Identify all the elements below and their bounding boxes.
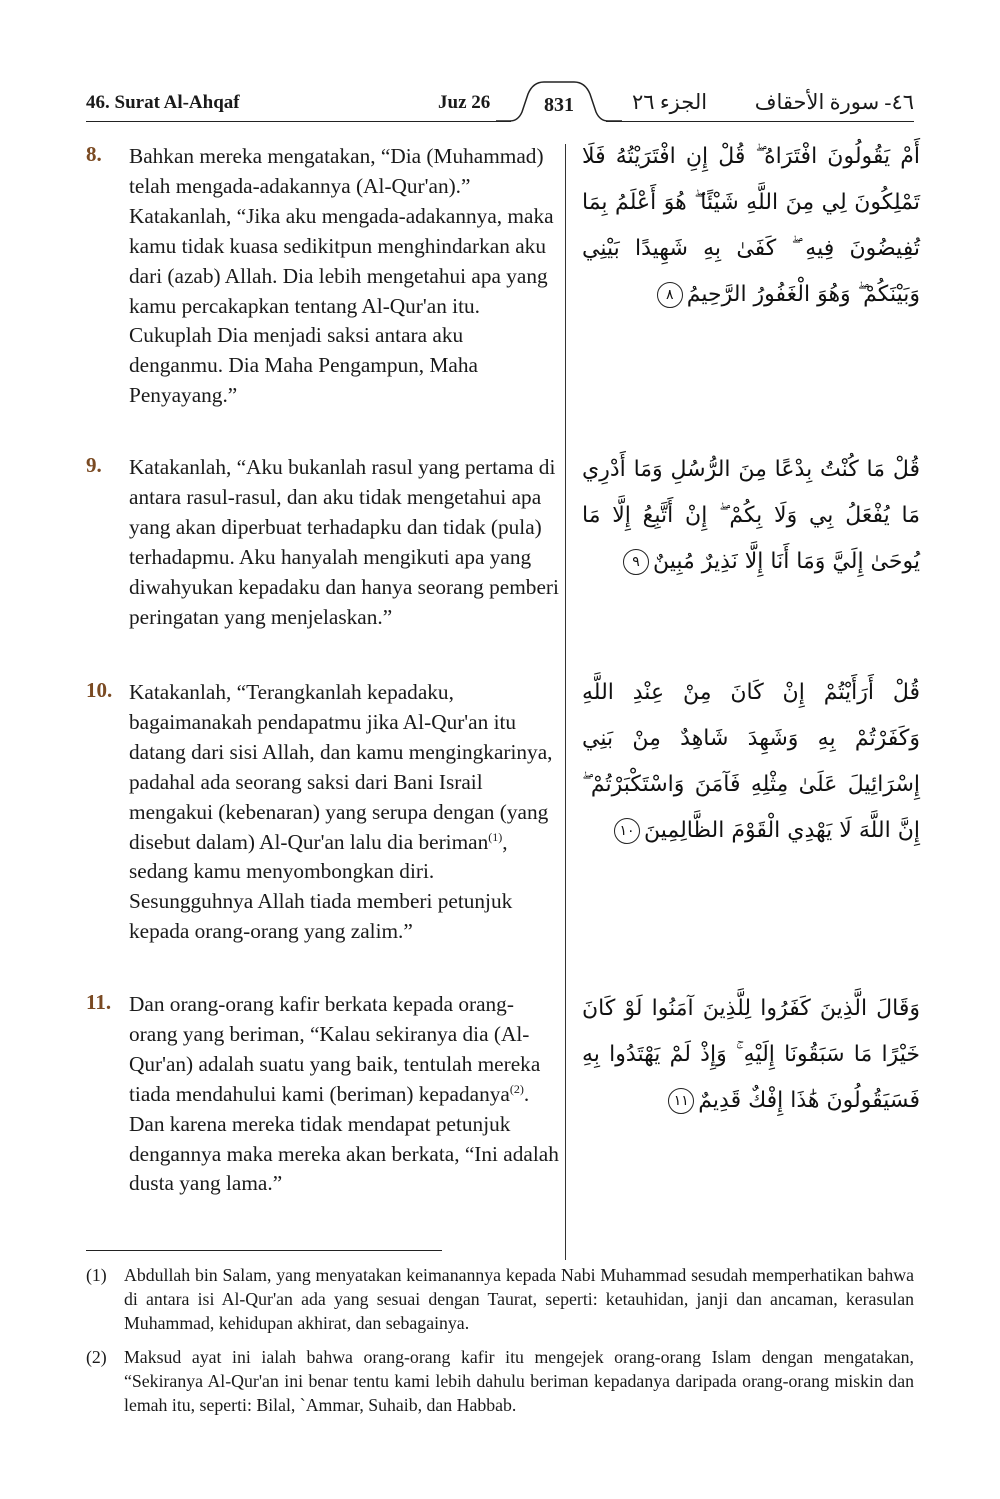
arabic-surah-title: ٤٦- سورة الأحقاف [754,90,914,114]
arabic-verse-9 [582,447,920,585]
header-rule-left [86,121,511,122]
page-header [86,88,914,122]
arabic-text: أَمْ يَقُولُونَ افْتَرَاهُ ۖ قُلْ إِنِ افْتَرَيْتُهُ فَلَا تَمْلِكُونَ لِي مِنَ اللَّهِ شَيْئًا ۖ هُوَ أَعْلَمُ بِمَا تُفِيضُونَ فِيهِ ۖ كَفَىٰ بِهِ شَهِيدًا بَيْنِي وَبَيْنَكُمْ ۖ وَهُوَ الْغَفُورُ الرَّحِيمُ [582,144,920,307]
arabic-text: قُلْ أَرَأَيْتُمْ إِنْ كَانَ مِنْ عِنْدِ اللَّهِ وَكَفَرْتُمْ بِهِ وَشَهِدَ شَاهِدٌ مِنْ بَنِي إِسْرَائِيلَ عَلَىٰ مِثْلِهِ فَآمَنَ وَاسْتَكْبَرْتُمْ ۖ إِنَّ اللَّهَ لَا يَهْدِي الْقَوْمَ الظَّالِمِينَ [582,680,920,843]
footnote-ref[interactable]: (1) [488,829,503,844]
footnote-text: Maksud ayat ini ialah bahwa orang-orang kafir itu mengejek orang-orang Islam dengan mengatakan, “Sekiranya Al-Qur'an ini benar tentu kami lebih dahulu beriman kepadanya daripada orang-orang miskin dan lemah itu, seperti: Bilal, `Ammar, Suhaib, dan Habbab. [124,1347,914,1415]
arabic-text: وَقَالَ الَّذِينَ كَفَرُوا لِلَّذِينَ آمَنُوا لَوْ كَانَ خَيْرًا مَا سَبَقُونَا إِلَيْهِ ۚ وَإِذْ لَمْ يَهْتَدُوا بِهِ فَسَيَقُولُونَ هَٰذَا إِفْكٌ قَدِيمٌ [582,996,920,1113]
verse-text-part: . Dan karena mereka tidak mendapat petunjuk dengannya maka mereka akan berkata, “Ini adalah dusta yang lama.” [129,1081,559,1196]
footnote-text: Abdullah bin Salam, yang menyatakan keimanannya kepada Nabi Muhammad sesudah memperhatikan bahwa di antara isi Al-Qur'an ada yang sesuai dengan Taurat, seperti: ketauhidan, janji dan ancaman, kerasulan Muhammad, kehidupan akhirat, dan sebagainya. [124,1265,914,1333]
verse-translation [129,678,559,947]
verse-text-part: , sedang kamu menyombongkan diri. Sesungguhnya Allah tiada memberi petunjuk kepada orang-orang yang zalim.” [129,829,513,944]
arabic-juz-label: الجزء ٢٦ [632,90,708,114]
verse-number: 9. [86,453,102,477]
surah-title: 46. Surat Al-Ahqaf [86,92,240,113]
verse-number: 11. [86,990,112,1014]
ayah-end-marker: ٨ [657,282,683,308]
verse-translation: Bahkan mereka mengatakan, “Dia (Muhammad) telah mengada-adakannya (Al-Qur'an).” Katakanlah, “Jika aku mengada-adakannya, maka kamu tidak kuasa sedikitpun menghindarkan aku dari (azab) Allah. Dia lebih mengetahui apa yang kamu percakapkan tentang Al-Qur'an itu. Cukuplah Dia menjadi saksi antara aku denganmu. Dia Maha Pengampun, Maha Penyayang.” [129,144,554,408]
column-divider [565,144,566,1260]
verse-translation [129,990,559,1199]
arabic-verse-11 [582,986,920,1124]
ayah-end-marker: ١٠ [614,818,640,844]
footnote-number: (1) [86,1265,107,1285]
footnote-ref[interactable]: (2) [509,1081,524,1096]
arabic-verse-10 [582,670,920,854]
verse-number: 8. [86,142,102,166]
verse-text-part: Katakanlah, “Terangkanlah kepadaku, bagaimanakah pendapatmu jika Al-Qur'an itu datang dari sisi Allah, dan kamu mengingkarinya, padahal ada seorang saksi dari Bani Israil mengakui (kebenaran) yang serupa dengan (yang disebut dalam) Al-Qur'an lalu dia beriman [129,680,553,854]
verse-text-part: Dan orang-orang kafir berkata kepada orang-orang yang beriman, “Kalau sekiranya dia (Al-Qur'an) adalah suatu yang baik, tentulah mereka tiada mendahului kami (beriman) kepadanya [129,992,541,1106]
arabic-text: قُلْ مَا كُنْتُ بِدْعًا مِنَ الرُّسُلِ وَمَا أَدْرِي مَا يُفْعَلُ بِي وَلَا بِكُمْ ۖ إِنْ أَتَّبِعُ إِلَّا مَا يُوحَىٰ إِلَيَّ وَمَا أَنَا إِلَّا نَذِيرٌ مُبِينٌ [582,457,920,574]
header-rule-right [606,121,914,122]
verse-translation: Katakanlah, “Aku bukanlah rasul yang pertama di antara rasul-rasul, dan aku tidak mengetahui apa yang akan diperbuat terhadapku dan tidak (pula) terhadapmu. Aku hanyalah mengikuti apa yang diwahyukan kepadaku dan hanya seorang pemberi peringatan yang menjelaskan.” [129,455,559,629]
ayah-end-marker: ١١ [668,1088,694,1114]
arabic-verse-8 [582,134,920,318]
page-number: 831 [544,94,574,116]
juz-label: Juz 26 [438,92,491,113]
ayah-end-marker: ٩ [623,549,649,575]
footnote-rule [86,1250,442,1251]
footnote-number: (2) [86,1347,107,1367]
verse-number: 10. [86,678,113,702]
